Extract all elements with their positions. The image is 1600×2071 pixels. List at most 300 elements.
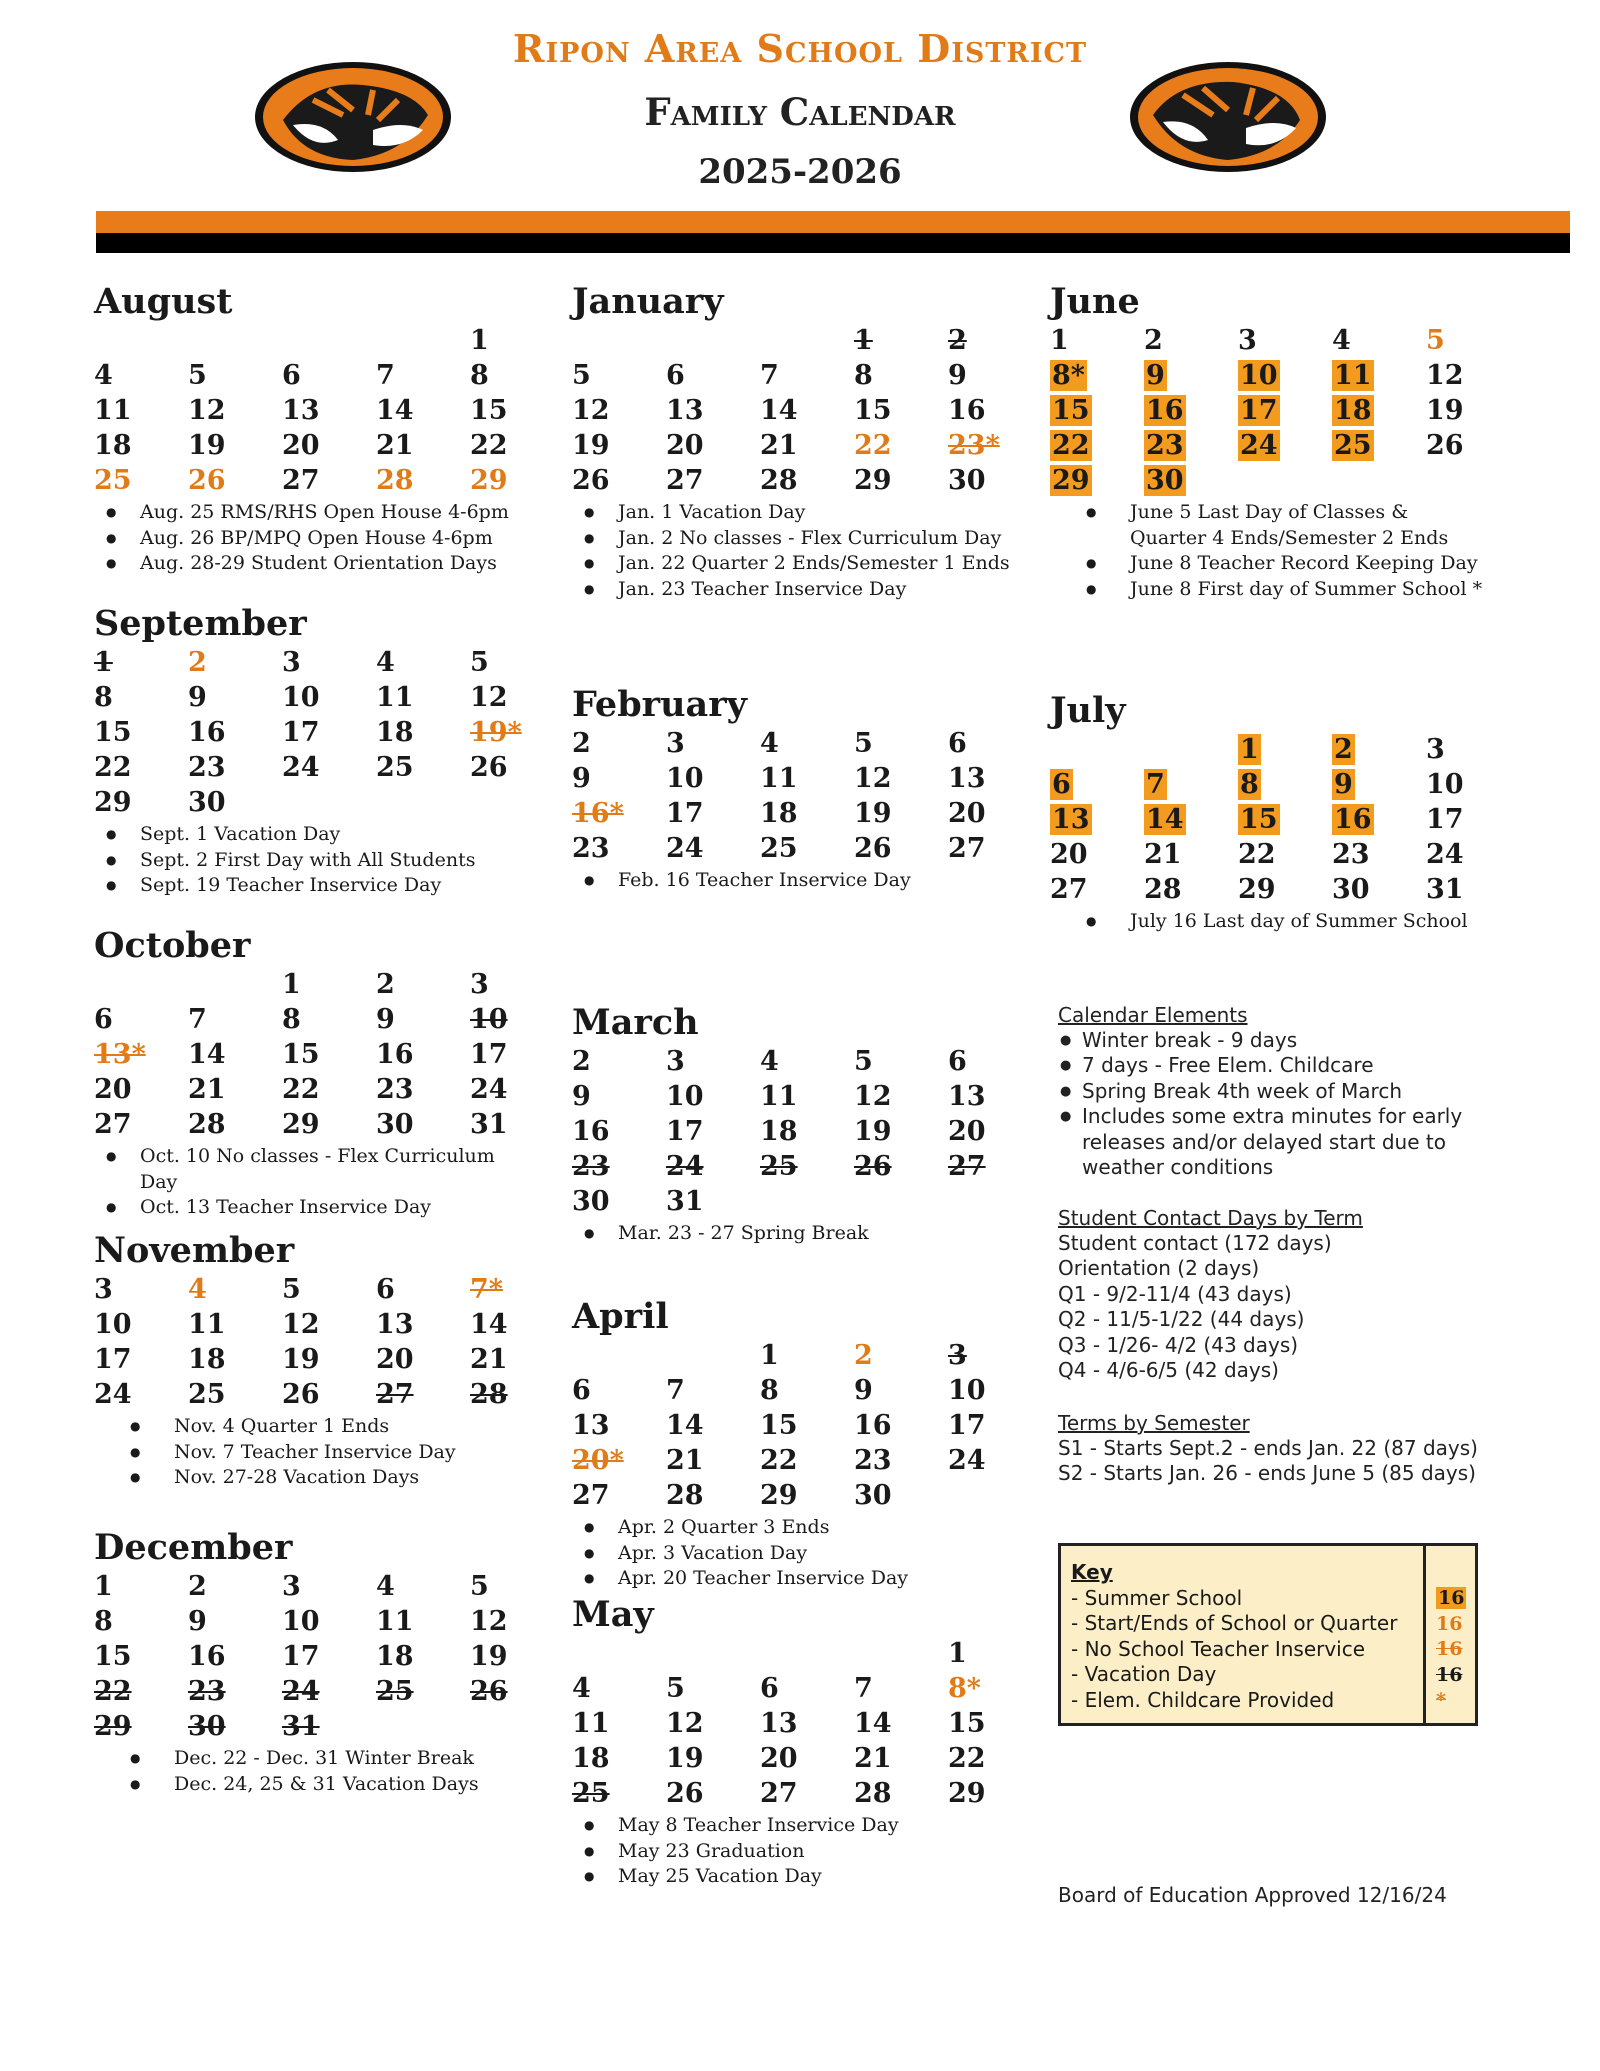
day-cell: 25 — [572, 1778, 610, 1809]
day-cell: 2 — [376, 969, 395, 1000]
week-row — [94, 1639, 534, 1674]
day-cell: 13 — [666, 395, 704, 426]
month-name: December — [94, 1527, 293, 1568]
contact-days-line: Q3 - 1/26- 4/2 (43 days) — [1058, 1332, 1299, 1357]
day-cell: 11 — [760, 763, 798, 794]
day-cell: 24 — [94, 1379, 132, 1410]
month-name: November — [94, 1230, 295, 1271]
day-cell: 2 — [572, 728, 591, 759]
week-row — [572, 1478, 1012, 1513]
note-item: ● June 8 First day of Summer School * — [1050, 577, 1490, 603]
week-row — [94, 715, 534, 750]
day-cell: 22 — [282, 1074, 320, 1105]
week-row — [572, 1443, 1012, 1478]
day-cell: 1 — [948, 1638, 967, 1669]
day-cell: 11 — [376, 682, 414, 713]
day-cell: 31 — [470, 1109, 508, 1140]
day-cell: 15 — [94, 717, 132, 748]
note-item: ● Dec. 24, 25 & 31 Vacation Days — [94, 1772, 534, 1798]
day-cell: 19 — [854, 798, 892, 829]
note-item: ● Aug. 28-29 Student Orientation Days — [94, 551, 534, 577]
day-cell: 22 — [760, 1445, 798, 1476]
day-cell: 2 — [948, 325, 967, 356]
day-cell: 29 — [854, 465, 892, 496]
month-notes — [572, 1221, 1012, 1247]
day-cell: 28 — [188, 1109, 226, 1140]
day-cell: 7* — [470, 1274, 503, 1305]
day-cell: 16* — [572, 798, 624, 829]
week-row — [572, 1671, 1012, 1706]
day-cell: 9 — [572, 763, 591, 794]
day-cell: 19 — [572, 430, 610, 461]
day-cell: 22 — [470, 430, 508, 461]
day-cell: 8 — [94, 1606, 113, 1637]
day-cell: 13 — [948, 763, 986, 794]
note-item: ● June 5 Last Day of Classes & Quarter 4 Ends/Semester 2 Ends — [1050, 500, 1490, 551]
terms-heading: Terms by Semester — [1058, 1411, 1250, 1435]
month-notes — [572, 868, 1012, 894]
approval-footer: Board of Education Approved 12/16/24 — [1058, 1883, 1447, 1907]
week-row — [94, 1709, 534, 1744]
day-cell: 18 — [572, 1743, 610, 1774]
day-cell: 2 — [1334, 734, 1353, 765]
key-label: - No School Teacher Inservice — [1071, 1636, 1366, 1661]
day-grid — [572, 726, 1012, 866]
week-row — [94, 1107, 534, 1142]
day-cell: 13 — [282, 395, 320, 426]
day-cell: 19 — [1426, 395, 1464, 426]
key-sample: 16 — [1436, 1638, 1463, 1660]
contact-days-line: Q4 - 4/6-6/5 (42 days) — [1058, 1358, 1279, 1383]
week-row — [572, 1184, 1012, 1219]
day-cell: 17 — [1240, 395, 1278, 426]
day-grid — [94, 645, 534, 820]
day-cell: 18 — [94, 430, 132, 461]
week-row — [572, 761, 1012, 796]
note-item: ● Jan. 2 No classes - Flex Curriculum Day — [572, 526, 1012, 552]
day-cell: 8 — [854, 360, 873, 391]
day-cell: 18 — [760, 798, 798, 829]
key-box — [1058, 1543, 1478, 1726]
week-row — [1050, 463, 1490, 498]
day-cell: 17 — [666, 798, 704, 829]
day-cell: 4 — [376, 647, 395, 678]
key-sample: * — [1436, 1689, 1446, 1711]
day-cell: 23 — [572, 833, 610, 864]
day-cell: 12 — [1426, 360, 1464, 391]
month-january — [572, 281, 1012, 602]
day-cell: 27 — [948, 1151, 986, 1182]
key-sample: 16 — [1438, 1587, 1465, 1609]
day-cell: 6 — [572, 1375, 591, 1406]
note-item: ● Dec. 22 - Dec. 31 Winter Break — [94, 1746, 534, 1772]
key-label: - Summer School — [1071, 1585, 1243, 1610]
day-cell: 27 — [666, 465, 704, 496]
day-cell: 1 — [760, 1340, 779, 1371]
term-line: S1 - Starts Sept.2 - ends Jan. 22 (87 days) — [1058, 1436, 1478, 1460]
day-cell: 3 — [282, 1571, 301, 1602]
day-cell: 7 — [854, 1673, 873, 1704]
day-cell: 15 — [470, 395, 508, 426]
day-cell: 6 — [760, 1673, 779, 1704]
note-item: ● Feb. 16 Teacher Inservice Day — [572, 868, 1012, 894]
day-cell: 19 — [854, 1116, 892, 1147]
day-cell: 7 — [376, 360, 395, 391]
day-cell: 11 — [1334, 360, 1372, 391]
day-cell: 9 — [1334, 769, 1353, 800]
day-cell: 16 — [1146, 395, 1184, 426]
month-july — [1050, 690, 1490, 935]
week-row — [1050, 732, 1490, 767]
month-february — [572, 684, 1012, 894]
day-cell: 10 — [1240, 360, 1278, 391]
day-cell: 27 — [376, 1379, 414, 1410]
month-notes — [94, 822, 534, 899]
week-row — [572, 358, 1012, 393]
day-cell: 18 — [376, 717, 414, 748]
day-cell: 18 — [1334, 395, 1372, 426]
day-cell: 16 — [854, 1410, 892, 1441]
day-cell: 22 — [948, 1743, 986, 1774]
day-cell: 27 — [948, 833, 986, 864]
calendar-element-item: ● Winter break - 9 days — [1058, 1028, 1478, 1053]
district-name: Ripon Area School District — [512, 26, 1088, 71]
day-cell: 16 — [948, 395, 986, 426]
day-cell: 17 — [666, 1116, 704, 1147]
note-item: ● Sept. 1 Vacation Day — [94, 822, 534, 848]
day-cell: 24 — [1240, 430, 1278, 461]
day-cell: 17 — [948, 1410, 986, 1441]
key-divider — [1423, 1546, 1426, 1723]
contact-days-line: Q1 - 9/2-11/4 (43 days) — [1058, 1281, 1292, 1306]
day-cell: 1 — [94, 647, 113, 678]
day-cell: 27 — [282, 465, 320, 496]
day-cell: 3 — [94, 1274, 113, 1305]
day-cell: 29 — [1238, 874, 1276, 905]
day-cell: 28 — [470, 1379, 508, 1410]
day-cell: 9 — [188, 1606, 207, 1637]
day-cell: 13 — [948, 1081, 986, 1112]
day-cell: 17 — [470, 1039, 508, 1070]
day-cell: 3 — [666, 728, 685, 759]
month-notes — [572, 1813, 1012, 1890]
day-cell: 20 — [282, 430, 320, 461]
day-cell: 14 — [470, 1309, 508, 1340]
day-cell: 28 — [376, 465, 414, 496]
week-row — [1050, 767, 1490, 802]
month-september — [94, 603, 534, 899]
day-grid — [94, 967, 534, 1142]
month-november — [94, 1230, 534, 1491]
day-cell: 26 — [666, 1778, 704, 1809]
week-row — [1050, 428, 1490, 463]
day-cell: 29 — [1052, 465, 1090, 496]
week-row — [94, 1037, 534, 1072]
month-notes — [94, 1144, 534, 1221]
day-cell: 6 — [666, 360, 685, 391]
day-cell: 25 — [760, 833, 798, 864]
month-august — [94, 281, 534, 577]
day-cell: 9 — [188, 682, 207, 713]
day-cell: 11 — [572, 1708, 610, 1739]
day-cell: 16 — [376, 1039, 414, 1070]
week-row — [572, 323, 1012, 358]
day-cell: 11 — [376, 1606, 414, 1637]
day-cell: 19 — [188, 430, 226, 461]
day-cell: 15 — [854, 395, 892, 426]
day-cell: 7 — [666, 1375, 685, 1406]
calendar-title: Family Calendar — [644, 90, 956, 134]
day-cell: 14 — [376, 395, 414, 426]
day-cell: 15 — [1052, 395, 1090, 426]
month-notes — [94, 500, 534, 577]
week-row — [572, 1776, 1012, 1811]
note-item: ● Mar. 23 - 27 Spring Break — [572, 1221, 1012, 1247]
note-item: ● Jan. 22 Quarter 2 Ends/Semester 1 Ends — [572, 551, 1012, 577]
day-cell: 14 — [666, 1410, 704, 1441]
day-cell: 14 — [188, 1039, 226, 1070]
day-cell: 30 — [1332, 874, 1370, 905]
day-cell: 24 — [666, 1151, 704, 1182]
day-cell: 4 — [572, 1673, 591, 1704]
tiger-logo-right — [1128, 60, 1328, 175]
week-row — [94, 1307, 534, 1342]
day-cell: 4 — [188, 1274, 207, 1305]
day-cell: 18 — [188, 1344, 226, 1375]
term-line: S2 - Starts Jan. 26 - ends June 5 (85 days) — [1058, 1461, 1476, 1486]
week-row — [1050, 393, 1490, 428]
day-grid — [572, 1338, 1012, 1513]
day-cell: 8 — [760, 1375, 779, 1406]
day-cell: 23 — [376, 1074, 414, 1105]
day-grid — [572, 323, 1012, 498]
day-cell: 25 — [376, 1676, 414, 1707]
contact-days-heading: Student Contact Days by Term — [1058, 1206, 1363, 1230]
day-cell: 24 — [948, 1445, 986, 1476]
contact-days-line: Orientation (2 days) — [1058, 1256, 1260, 1281]
note-item: ● Nov. 4 Quarter 1 Ends — [94, 1414, 534, 1440]
day-cell: 9 — [948, 360, 967, 391]
day-cell: 26 — [470, 752, 508, 783]
day-cell: 26 — [1426, 430, 1464, 461]
day-cell: 12 — [282, 1309, 320, 1340]
day-cell: 15 — [1240, 804, 1278, 835]
day-cell: 16 — [1334, 804, 1372, 835]
contact-days — [1058, 1206, 1363, 1383]
day-cell: 28 — [666, 1480, 704, 1511]
note-item: ● July 16 Last day of Summer School — [1050, 909, 1490, 935]
week-row — [94, 393, 534, 428]
day-cell: 1 — [1240, 734, 1259, 765]
day-cell: 13 — [1052, 804, 1090, 835]
day-cell: 5 — [1426, 325, 1445, 356]
month-notes — [1050, 500, 1490, 602]
calendar-element-item: ● 7 days - Free Elem. Childcare — [1058, 1053, 1478, 1078]
day-cell: 3 — [470, 969, 489, 1000]
day-cell: 20* — [572, 1445, 624, 1476]
month-name: June — [1050, 281, 1140, 322]
week-row — [572, 1338, 1012, 1373]
day-cell: 30 — [1146, 465, 1184, 496]
week-row — [572, 726, 1012, 761]
month-december — [94, 1527, 534, 1797]
month-notes — [1050, 909, 1490, 935]
month-notes — [572, 1515, 1012, 1592]
note-item: ● May 23 Graduation — [572, 1839, 1012, 1865]
key-heading: Key — [1071, 1560, 1113, 1584]
day-cell: 24 — [282, 752, 320, 783]
week-row — [572, 1373, 1012, 1408]
day-grid — [94, 1569, 534, 1744]
note-item: ● Oct. 13 Teacher Inservice Day — [94, 1195, 534, 1221]
day-cell: 26 — [854, 1151, 892, 1182]
day-cell: 15 — [282, 1039, 320, 1070]
day-cell: 23 — [854, 1445, 892, 1476]
week-row — [572, 1408, 1012, 1443]
day-cell: 31 — [1426, 874, 1464, 905]
day-cell: 8* — [948, 1673, 981, 1704]
day-cell: 16 — [572, 1116, 610, 1147]
day-cell: 27 — [572, 1480, 610, 1511]
day-cell: 1 — [94, 1571, 113, 1602]
day-cell: 1 — [1050, 325, 1069, 356]
day-grid — [1050, 323, 1490, 498]
day-cell: 6 — [376, 1274, 395, 1305]
day-cell: 22 — [1238, 839, 1276, 870]
day-cell: 27 — [1050, 874, 1088, 905]
week-row — [572, 393, 1012, 428]
week-row — [94, 680, 534, 715]
day-cell: 9 — [1146, 360, 1165, 391]
week-row — [94, 1674, 534, 1709]
day-cell: 21 — [1144, 839, 1182, 870]
day-cell: 10 — [94, 1309, 132, 1340]
day-cell: 28 — [760, 465, 798, 496]
day-cell: 6 — [1052, 769, 1071, 800]
month-name: September — [94, 603, 307, 644]
day-cell: 2 — [188, 1571, 207, 1602]
day-cell: 5 — [282, 1274, 301, 1305]
day-cell: 19 — [282, 1344, 320, 1375]
day-cell: 20 — [948, 798, 986, 829]
day-cell: 10 — [1426, 769, 1464, 800]
month-name: March — [572, 1002, 699, 1043]
day-cell: 30 — [188, 787, 226, 818]
week-row — [1050, 323, 1490, 358]
day-cell: 2 — [188, 647, 207, 678]
day-cell: 20 — [376, 1344, 414, 1375]
day-cell: 1 — [282, 969, 301, 1000]
day-cell: 4 — [760, 728, 779, 759]
calendar-elements-heading: Calendar Elements — [1058, 1003, 1248, 1027]
day-cell: 14 — [760, 395, 798, 426]
key-sample: 16 — [1436, 1663, 1463, 1686]
week-row — [572, 831, 1012, 866]
note-item: ● May 25 Vacation Day — [572, 1864, 1012, 1890]
day-cell: 6 — [948, 728, 967, 759]
school-year: 2025-2026 — [698, 152, 902, 192]
day-cell: 27 — [760, 1778, 798, 1809]
day-cell: 4 — [94, 360, 113, 391]
day-cell: 28 — [1144, 874, 1182, 905]
day-cell: 12 — [470, 682, 508, 713]
day-cell: 12 — [854, 1081, 892, 1112]
week-row — [572, 1636, 1012, 1671]
contact-days-line: Q2 - 11/5-1/22 (44 days) — [1058, 1307, 1305, 1332]
week-row — [94, 1072, 534, 1107]
note-item: ● Aug. 25 RMS/RHS Open House 4-6pm — [94, 500, 534, 526]
key-label: - Elem. Childcare Provided — [1071, 1687, 1335, 1712]
day-cell: 8 — [470, 360, 489, 391]
day-cell: 10 — [282, 682, 320, 713]
month-name: July — [1050, 690, 1126, 731]
week-row — [94, 1002, 534, 1037]
day-cell: 3 — [1238, 325, 1257, 356]
month-name: April — [572, 1296, 669, 1337]
day-cell: 11 — [760, 1081, 798, 1112]
day-cell: 1 — [854, 325, 873, 356]
day-cell: 20 — [1050, 839, 1088, 870]
day-cell: 24 — [282, 1676, 320, 1707]
week-row — [94, 1569, 534, 1604]
month-name: October — [94, 925, 251, 966]
note-item: ● June 8 Teacher Record Keeping Day — [1050, 551, 1490, 577]
day-cell: 26 — [572, 465, 610, 496]
day-cell: 26 — [188, 465, 226, 496]
day-cell: 7 — [188, 1004, 207, 1035]
day-cell: 31 — [282, 1711, 320, 1742]
day-cell: 18 — [376, 1641, 414, 1672]
day-cell: 14 — [854, 1708, 892, 1739]
day-cell: 23 — [1332, 839, 1370, 870]
calendar-element-item: ● Includes some extra minutes for early releases and/or delayed start due to weather conditions — [1058, 1104, 1478, 1180]
day-cell: 1 — [470, 325, 489, 356]
day-cell: 21 — [760, 430, 798, 461]
week-row — [94, 750, 534, 785]
day-cell: 6 — [948, 1046, 967, 1077]
day-cell: 19 — [666, 1743, 704, 1774]
day-cell: 19 — [470, 1641, 508, 1672]
day-cell: 5 — [666, 1673, 685, 1704]
week-row — [94, 645, 534, 680]
week-row — [94, 358, 534, 393]
day-cell: 5 — [470, 647, 489, 678]
day-cell: 8 — [282, 1004, 301, 1035]
day-cell: 13* — [94, 1039, 146, 1070]
note-item: ● Sept. 2 First Day with All Students — [94, 848, 534, 874]
month-april — [572, 1296, 1012, 1592]
day-cell: 12 — [470, 1606, 508, 1637]
day-cell: 13 — [376, 1309, 414, 1340]
day-cell: 15 — [94, 1641, 132, 1672]
day-cell: 2 — [854, 1340, 873, 1371]
week-row — [1050, 358, 1490, 393]
day-grid — [94, 323, 534, 498]
day-cell: 24 — [1426, 839, 1464, 870]
day-cell: 30 — [948, 465, 986, 496]
week-row — [94, 428, 534, 463]
day-cell: 7 — [760, 360, 779, 391]
day-cell: 3 — [1426, 734, 1445, 765]
day-cell: 17 — [282, 1641, 320, 1672]
header-orange-bar — [96, 211, 1570, 233]
week-row — [94, 1377, 534, 1412]
key-sample: 16 — [1436, 1612, 1463, 1635]
week-row — [572, 1079, 1012, 1114]
day-cell: 29 — [948, 1778, 986, 1809]
week-row — [572, 428, 1012, 463]
day-cell: 20 — [760, 1743, 798, 1774]
